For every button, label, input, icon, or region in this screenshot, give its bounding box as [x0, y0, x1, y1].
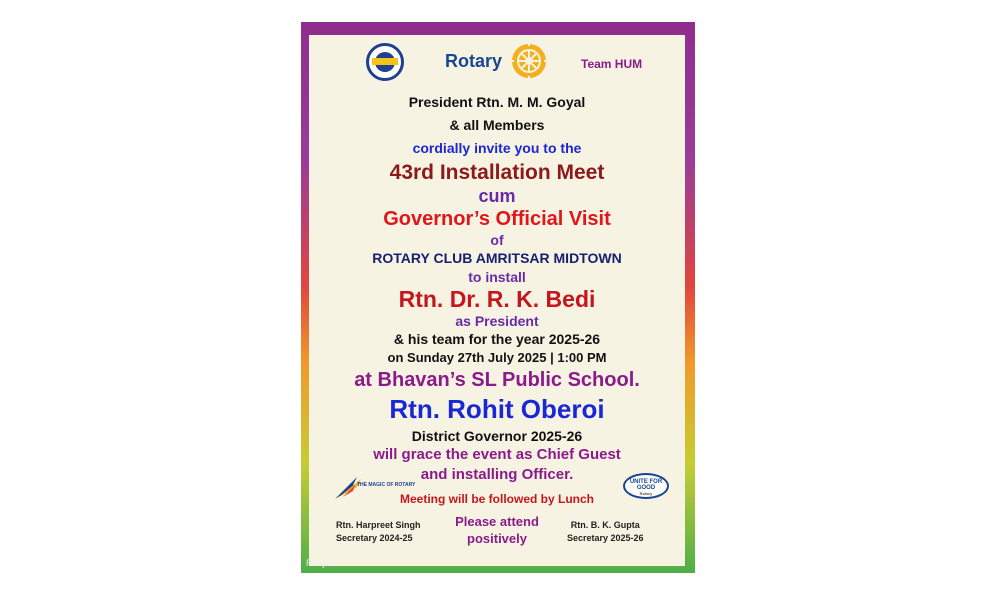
- grace-line-2: and installing Officer.: [420, 466, 574, 483]
- venue-line: at Bhavan’s SL Public School.: [354, 369, 640, 391]
- right-signatory-name: Rtn. B. K. Gupta: [570, 520, 640, 530]
- right-signatory-title: Secretary 2025-26: [567, 533, 644, 543]
- unite-rotary-text: Rotary: [639, 491, 653, 496]
- lunch-line: Meeting will be followed by Lunch: [399, 492, 594, 506]
- event-title: 43rd Installation Meet: [389, 161, 605, 184]
- datetime-line: on Sunday 27th July 2025 | 1:00 PM: [387, 350, 607, 365]
- unite-for-good-logo: [623, 473, 669, 499]
- invitation-frame: [301, 22, 695, 573]
- governor-name: Rtn. Rohit Oberoi: [389, 394, 605, 424]
- positively-line: positively: [467, 531, 527, 546]
- rotary-wordmark: Rotary: [445, 51, 503, 71]
- cum-line: cum: [478, 186, 516, 206]
- rotary-wheel-icon: [509, 41, 549, 81]
- to-install-line: to install: [468, 269, 526, 285]
- grace-line-1: will grace the event as Chief Guest: [373, 446, 621, 463]
- club-name: ROTARY CLUB AMRITSAR MIDTOWN: [372, 250, 622, 266]
- unite-for-good-text: UNITE FOR GOOD: [629, 479, 663, 491]
- club-logo-band: [372, 58, 398, 65]
- credit-text: Raaj: [306, 558, 325, 568]
- invitation-card: [309, 35, 685, 566]
- cordially-line: cordially invite you to the: [412, 140, 582, 156]
- team-hum-label: Team HUM: [581, 57, 643, 71]
- as-president-line: as President: [455, 313, 539, 329]
- club-logo: [366, 43, 404, 81]
- team-year-line: & his team for the year 2025-26: [393, 331, 601, 347]
- visit-title: Governor’s Official Visit: [383, 208, 611, 230]
- left-signatory-title: Secretary 2024-25: [336, 533, 413, 543]
- incoming-president: Rtn. Dr. R. K. Bedi: [398, 286, 596, 312]
- right-signatory: [567, 519, 644, 545]
- president-line: President Rtn. M. M. Goyal: [408, 94, 586, 110]
- magic-of-rotary-text: THE MAGIC OF ROTARY: [357, 482, 416, 488]
- of-line: of: [490, 232, 504, 248]
- left-signatory-name: Rtn. Harpreet Singh: [336, 520, 421, 530]
- please-attend-line: Please attend: [455, 514, 539, 529]
- governor-title: District Governor 2025-26: [411, 428, 583, 444]
- members-line: & all Members: [449, 117, 545, 133]
